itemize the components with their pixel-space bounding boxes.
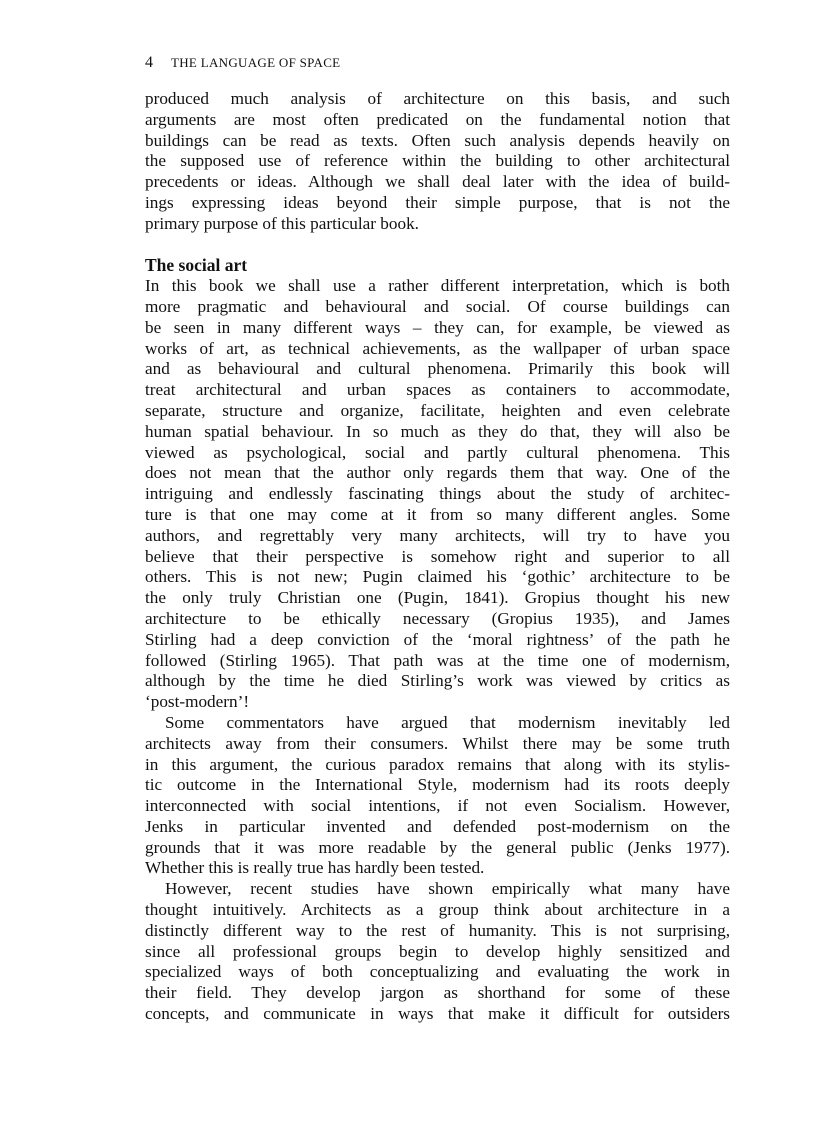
text-line: produced much analysis of architecture on this basis, and such bbox=[145, 89, 730, 108]
text-line: be seen in many different ways – they can, for example, be viewed as bbox=[145, 317, 730, 337]
text-line: specialized ways of both conceptualizing and evaluating the work in bbox=[145, 962, 730, 982]
text-line: interconnected with social intentions, if not even Socialism. However, bbox=[145, 796, 730, 816]
text-line: ture is that one may come at it from so many different angles. Some bbox=[145, 504, 730, 524]
text-line: Some commentators have argued that modernism inevitably led bbox=[165, 712, 730, 732]
page-number: 4 bbox=[145, 54, 153, 71]
text-line: Jenks in particular invented and defended post-modernism on the bbox=[145, 816, 730, 836]
text-line: their field. They develop jargon as shorthand for some of these bbox=[145, 983, 730, 1003]
intro-section bbox=[145, 89, 730, 235]
paragraph bbox=[145, 713, 730, 879]
text-line: In this book we shall use a rather different interpretation, which is both bbox=[145, 276, 730, 296]
text-line: precedents or ideas. Although we shall deal later with the idea of build- bbox=[145, 172, 730, 192]
text-line: human spatial behaviour. In so much as they do that, they will also be bbox=[145, 421, 730, 441]
text-line: grounds that it was more readable by the general public (Jenks 1977). bbox=[145, 837, 730, 857]
text-line: buildings can be read as texts. Often such analysis depends heavily on bbox=[145, 130, 730, 150]
paragraph bbox=[145, 276, 730, 713]
text-line: more pragmatic and behavioural and social. Of course buildings can bbox=[145, 296, 730, 316]
text-line: concepts, and communicate in ways that make it difficult for outsiders bbox=[145, 1004, 730, 1024]
text-line: separate, structure and organize, facilitate, heighten and even celebrate bbox=[145, 400, 730, 420]
text-line: the supposed use of reference within the building to other architectural bbox=[145, 151, 730, 171]
text-line: believe that their perspective is somehow right and superior to all bbox=[145, 546, 730, 566]
text-line: Stirling had a deep conviction of the ‘moral rightness’ of the path he bbox=[145, 629, 730, 649]
text-line: Whether this is really true has hardly been tested. bbox=[145, 858, 485, 878]
page-body bbox=[145, 89, 730, 1025]
text-line: does not mean that the author only regards them that way. One of the bbox=[145, 463, 730, 483]
text-line: architects away from their consumers. Whilst there may be some truth bbox=[145, 733, 730, 753]
text-line: viewed as psychological, social and partly cultural phenomena. This bbox=[145, 442, 730, 462]
text-line: in this argument, the curious paradox remains that along with its stylis- bbox=[145, 754, 730, 774]
text-line: although by the time he died Stirling’s work was viewed by critics as bbox=[145, 671, 730, 691]
text-line: others. This is not new; Pugin claimed his ‘gothic’ architecture to be bbox=[145, 567, 730, 587]
text-line: treat architectural and urban spaces as containers to accommodate, bbox=[145, 380, 730, 400]
text-line: followed (Stirling 1965). That path was at the time one of modernism, bbox=[145, 650, 730, 670]
text-line: tic outcome in the International Style, modernism had its roots deeply bbox=[145, 775, 730, 795]
paragraph bbox=[145, 89, 730, 235]
text-line: primary purpose of this particular book. bbox=[145, 213, 419, 233]
text-line: architecture to be ethically necessary (Gropius 1935), and James bbox=[145, 608, 730, 628]
running-header bbox=[145, 54, 340, 72]
social-art-section bbox=[145, 276, 730, 1025]
text-line: thought intuitively. Architects as a group think about architecture in a bbox=[145, 900, 730, 920]
running-title: THE LANGUAGE OF SPACE bbox=[171, 55, 341, 70]
text-line: ings expressing ideas beyond their simple purpose, that is not the bbox=[145, 192, 730, 212]
text-line: authors, and regrettably very many architects, will try to have you bbox=[145, 525, 730, 545]
section-heading: The social art bbox=[145, 255, 248, 276]
text-line: works of art, as technical achievements, as the wallpaper of urban space bbox=[145, 338, 730, 358]
paragraph bbox=[145, 879, 730, 1025]
text-line: arguments are most often predicated on the fundamental notion that bbox=[145, 109, 730, 129]
text-line: since all professional groups begin to develop highly sensitized and bbox=[145, 941, 730, 961]
text-line: distinctly different way to the rest of humanity. This is not surprising, bbox=[145, 920, 730, 940]
text-line: and as behavioural and cultural phenomena. Primarily this book will bbox=[145, 359, 730, 379]
text-line: ‘post-modern’! bbox=[145, 692, 250, 712]
text-line: the only truly Christian one (Pugin, 1841). Gropius thought his new bbox=[145, 588, 730, 608]
text-line: intriguing and endlessly fascinating things about the study of architec- bbox=[145, 484, 730, 504]
text-line: However, recent studies have shown empirically what many have bbox=[165, 879, 730, 899]
